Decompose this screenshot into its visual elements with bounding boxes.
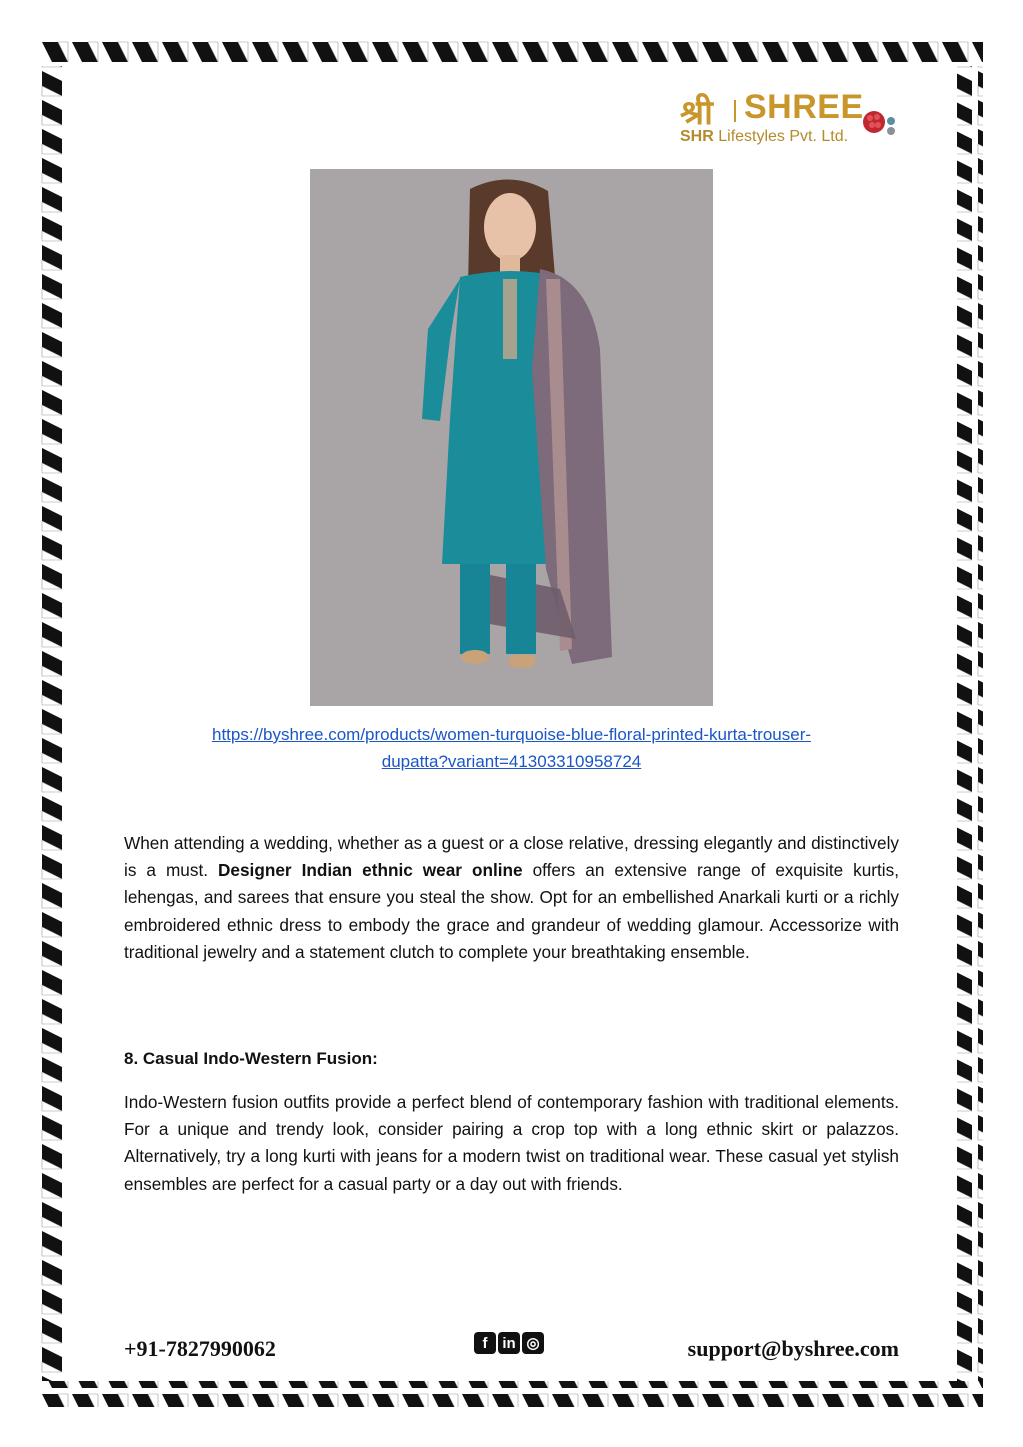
instagram-icon[interactable]: ◎ <box>522 1332 544 1354</box>
linkedin-icon[interactable]: in <box>498 1332 520 1354</box>
footer-email: support@byshree.com <box>687 1336 899 1361</box>
logo-flower-icon <box>860 108 906 138</box>
social-icons <box>474 1332 544 1354</box>
highlight-phrase: Designer Indian ethnic wear online <box>218 860 523 881</box>
facebook-icon[interactable]: f <box>474 1332 496 1354</box>
logo-separator <box>734 100 736 122</box>
product-link-line1[interactable]: https://byshree.com/products/women-turquoise-blue-floral-printed-kurta-trouser- <box>211 725 812 744</box>
wedding-paragraph: When attending a wedding, whether as a guest or a close relative, dressing elegantly and distinctively is a must. Designer Indian ethnic wear online offers an extensive range of exquisite kurtis, lehengas, and sarees that ensure you steal the show. Opt for an embellished Anarkali kurti or a richly embroidered ethnic dress to embody the grace and grandeur of wedding glamour. Accessorize with traditional jewelry and a statement clutch to complete your breathtaking ensemble. <box>124 833 899 962</box>
product-link[interactable] <box>124 721 899 775</box>
product-link-line2[interactable]: dupatta?variant=41303310958724 <box>381 752 642 771</box>
footer-phone: +91-7827990062 <box>124 1336 276 1361</box>
logo-devanagari: श्री <box>680 93 713 133</box>
company-logo <box>676 88 906 150</box>
section-body: Indo-Western fusion outfits provide a perfect blend of contemporary fashion with traditional elements. For a unique and trendy look, consider pairing a crop top with a long ethnic skirt or palazzos. Alternatively, try a long kurti with jeans for a modern twist on traditional wear. These casual yet stylish ensembles are perfect for a casual party or a day out with friends. <box>124 1092 899 1194</box>
model-illustration <box>310 169 713 706</box>
product-photo <box>310 169 713 706</box>
logo-brand-name: SHREE <box>744 88 864 126</box>
section-heading: 8. Casual Indo-Western Fusion: <box>124 1049 378 1068</box>
logo-company-name: SHR Lifestyles Pvt. Ltd. <box>680 128 849 145</box>
